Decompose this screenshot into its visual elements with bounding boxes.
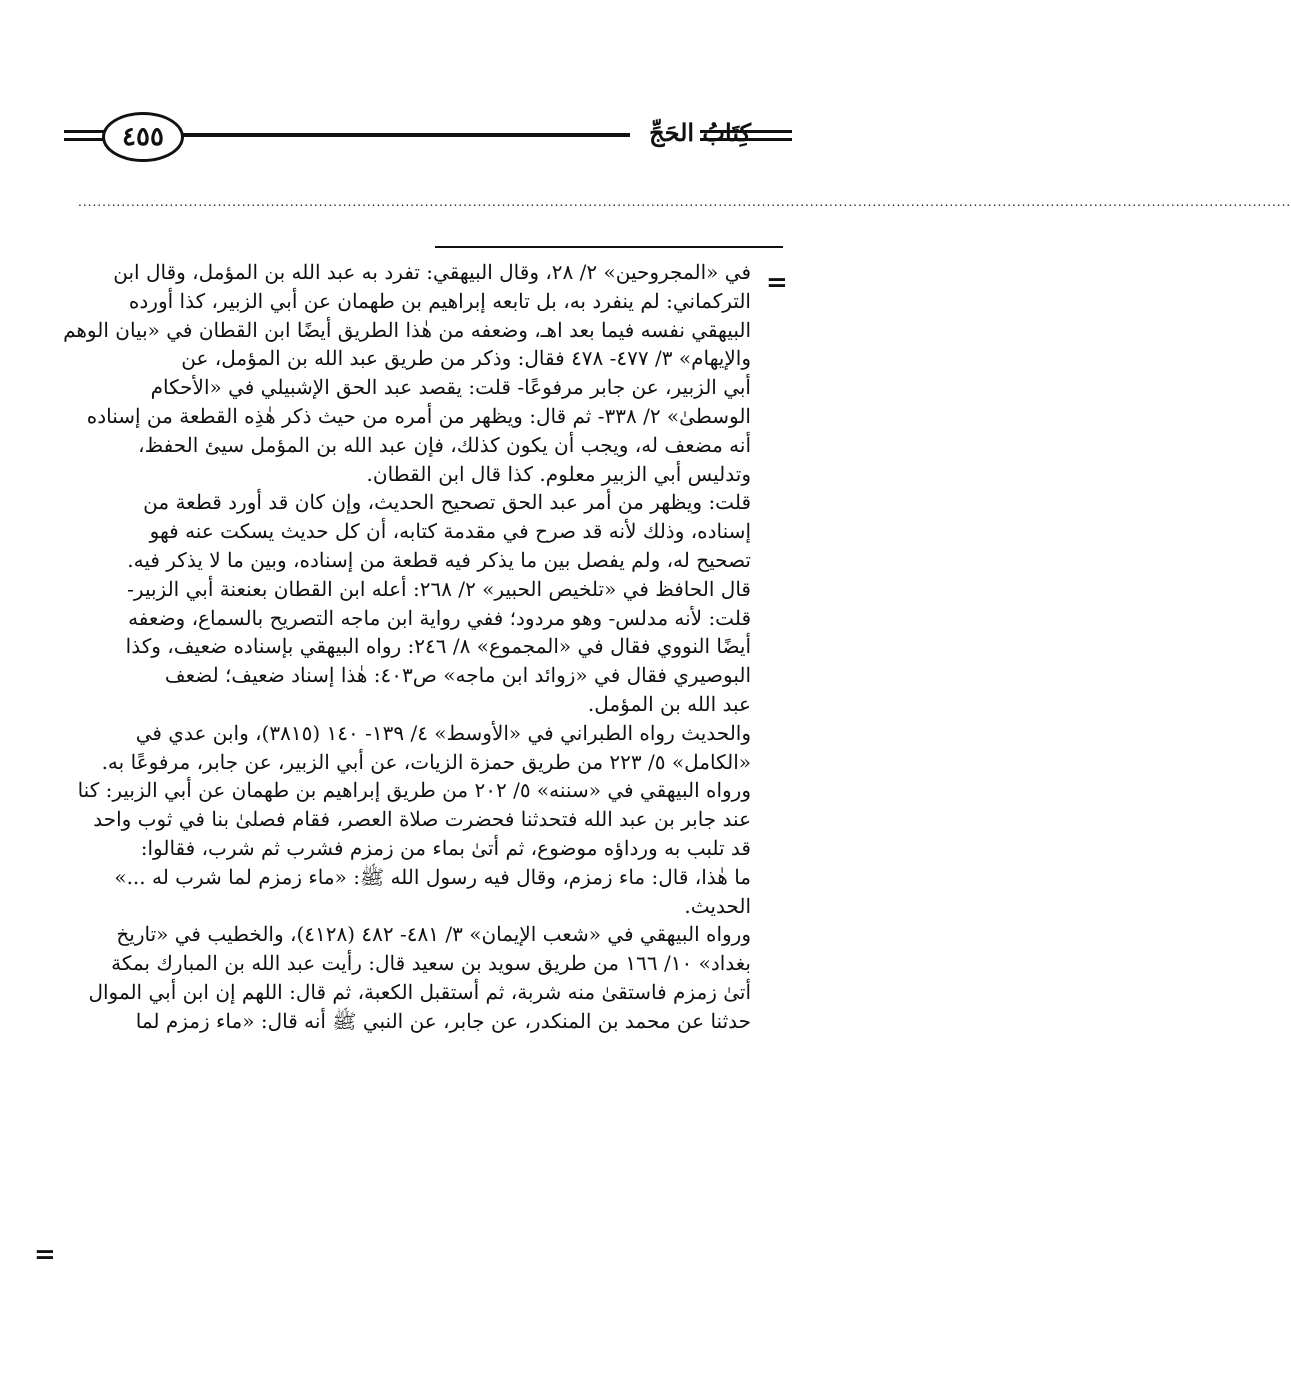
text-line: بغداد» ١٠/ ١٦٦ من طريق سويد بن سعيد قال: رأيت عبد الله بن المبارك بمكة — [111, 951, 751, 976]
text-line: إسناده، وذلك لأنه قد صرح في مقدمة كتابه، أن كل حديث يسكت عنه فهو — [149, 519, 751, 544]
text-line: ورواه البيهقي في «شعب الإيمان» ٣/ ٤٨١- ٤٨٢ (٤١٢٨)، والخطيب في «تاريخ — [116, 922, 751, 947]
page-header — [0, 0, 879, 200]
text-line: البوصيري فقال في «زوائد ابن ماجه» ص٤٠٣: هٰذا إسناد ضعيف؛ لضعف — [164, 663, 751, 688]
footnote-separator — [435, 246, 783, 248]
continuation-mark-top: = — [766, 268, 788, 298]
text-line: أتىٰ زمزم فاستقىٰ منه شربة، ثم أستقبل الكعبة، ثم قال: اللهم إن ابن أبي الموال — [88, 979, 751, 1004]
text-line: الحديث. — [684, 893, 751, 918]
text-line: ما هٰذا، قال: ماء زمزم، وقال فيه رسول الله ﷺ: «ماء زمزم لما شرب له ...» — [114, 864, 751, 889]
text-line: والحديث رواه الطبراني في «الأوسط» ٤/ ١٣٩- ١٤٠ (٣٨١٥)، وابن عدي في — [135, 720, 751, 745]
text-line: «الكامل» ٥/ ٢٢٣ من طريق حمزة الزيات، عن أبي الزبير، عن جابر، مرفوعًا به. — [101, 749, 751, 774]
text-line: عبد الله بن المؤمل. — [587, 691, 751, 716]
text-line: تصحيح له، ولم يفصل بين ما يذكر فيه قطعة من إسناده، وبين ما لا يذكر فيه. — [127, 547, 751, 572]
page-number: ٤٥٥ — [122, 122, 164, 152]
text-line: البيهقي نفسه فيما بعد اهـ، وضعفه من هٰذا الطريق أيضًا ابن القطان في «بيان الوهم — [63, 317, 751, 342]
page-number-badge — [102, 112, 184, 162]
dotted-separator: ............................................................................................................................................................................................................................................................ — [78, 195, 1291, 209]
text-line: ورواه البيهقي في «سننه» ٥/ ٢٠٢ من طريق إبراهيم بن طهمان عن أبي الزبير: كنا — [77, 778, 751, 803]
footnote-text — [63, 258, 751, 1036]
text-line: أيضًا النووي فقال في «المجموع» ٨/ ٢٤٦: رواه البيهقي بإسناده ضعيف، وكذا — [125, 634, 751, 659]
text-line: أبي الزبير، عن جابر مرفوعًا- قلت: يقصد عبد الحق الإشبيلي في «الأحكام — [150, 375, 751, 400]
header-rule-left-top — [64, 130, 104, 133]
text-line: أنه مضعف له، ويجب أن يكون كذلك، فإن عبد الله بن المؤمل سيئ الحفظ، — [138, 432, 751, 457]
text-line: التركماني: لم ينفرد به، بل تابعه إبراهيم بن طهمان عن أبي الزبير، كذا أورده — [128, 288, 751, 313]
text-line: في «المجروحين» ٢/ ٢٨، وقال البيهقي: تفرد به عبد الله بن المؤمل، وقال ابن — [113, 260, 751, 284]
book-title: كِتَابُ الحَجِّ — [649, 118, 751, 147]
text-line: قال الحافظ في «تلخيص الحبير» ٢/ ٢٦٨: أعله ابن القطان بعنعنة أبي الزبير- — [127, 576, 751, 601]
header-rule-center — [178, 133, 630, 137]
text-line: قلت: ويظهر من أمر عبد الحق تصحيح الحديث، وإن كان قد أورد قطعة من — [143, 490, 751, 515]
text-line: وتدليس أبي الزبير معلوم. كذا قال ابن القطان. — [366, 461, 751, 486]
continuation-mark-bottom: = — [34, 1240, 56, 1270]
text-line: الوسطىٰ» ٢/ ٣٣٨- ثم قال: ويظهر من أمره من حيث ذكر هٰذِه القطعة من إسناده — [86, 403, 751, 428]
text-line: حدثنا عن محمد بن المنكدر، عن جابر، عن النبي ﷺ أنه قال: «ماء زمزم لما — [135, 1008, 751, 1033]
text-line: قلت: لأنه مدلس- وهو مردود؛ ففي رواية ابن ماجه التصريح بالسماع، وضعفه — [128, 605, 751, 630]
text-line: قد تلبب به ورداؤه موضوع، ثم أتىٰ بماء من زمزم فشرب ثم شرب، فقالوا: — [140, 835, 751, 860]
text-line: عند جابر بن عبد الله فتحدثنا فحضرت صلاة العصر، فقام فصلىٰ بنا في ثوب واحد — [93, 807, 751, 832]
header-rule-left-bottom — [64, 138, 104, 141]
text-line: والإيهام» ٣/ ٤٧٧- ٤٧٨ فقال: وذكر من طريق عبد الله بن المؤمل، عن — [181, 346, 751, 371]
